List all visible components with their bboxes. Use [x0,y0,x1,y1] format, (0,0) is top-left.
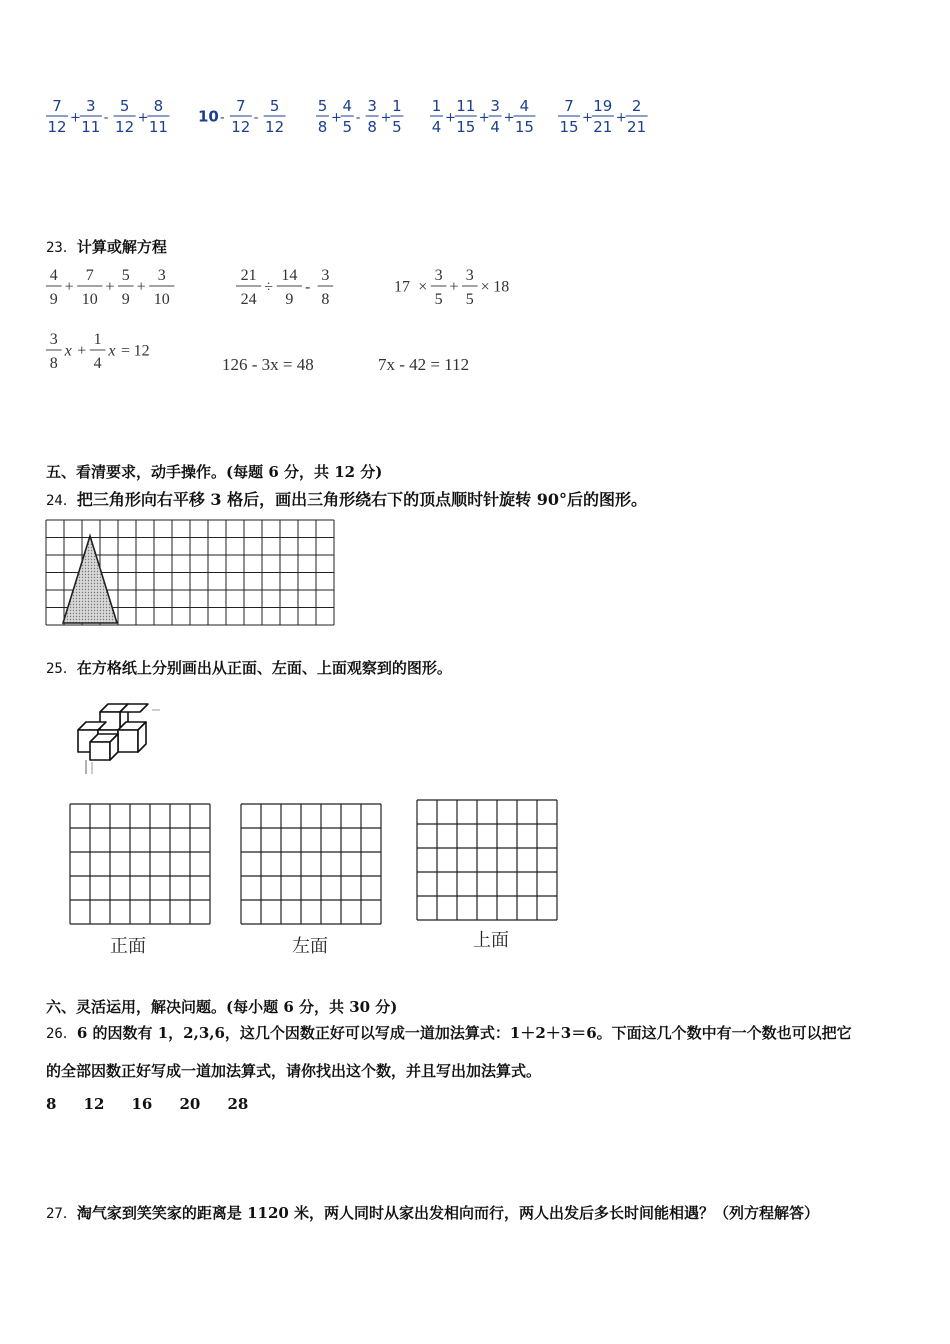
q26-line-1 [46,1022,852,1043]
fraction-numerator: 3 [465,267,474,284]
fraction-denominator: 15 [514,118,534,136]
operator: + [136,278,146,296]
candidate-number: 20 [179,1095,201,1113]
operator: × [418,278,428,296]
q23-equation-3: 7x - 42 = 112 [378,355,470,374]
fraction-numerator: 3 [490,97,500,115]
fraction-denominator: 8 [321,291,330,308]
operator: + [331,110,342,126]
fraction-denominator: 21 [593,118,613,136]
operator: - [220,110,225,126]
fraction-denominator: 24 [240,291,257,308]
fraction-denominator: 5 [342,118,353,136]
expression-1 [46,97,169,136]
question-title: 计算或解方程 [76,238,167,256]
top-view-grid [416,799,559,923]
q23-math [40,262,560,382]
operator: + [77,342,87,360]
fraction-denominator: 4 [93,355,102,372]
operator: + [478,110,490,126]
q24-heading [46,487,647,510]
fraction-numerator: 5 [269,97,280,115]
fraction-denominator: 12 [115,118,135,136]
fraction-denominator: 5 [434,291,443,308]
q26-line-2: 的全部因数正好写成一道加法算式，请你找出这个数，并且写出加法算式。 [46,1062,542,1080]
fraction-numerator: 1 [392,97,402,115]
triangle-shape [63,536,117,623]
fraction-denominator: 11 [148,118,168,136]
fraction-denominator: 15 [456,118,476,136]
whole-number: 10 [198,107,219,126]
section-5-title: 五、看清要求，动手操作。(每题 6 分，共 12 分) [46,463,383,481]
fraction-denominator: 12 [231,118,251,136]
fraction-numerator: 19 [593,97,613,115]
expression-5 [558,97,648,136]
front-view-label: 正面 [110,936,146,956]
triangle-grid [45,519,335,627]
fraction-numerator: 21 [240,267,257,284]
left-view-label: 左面 [292,936,328,956]
operator: × [480,278,490,296]
q23-expression-2 [236,267,333,308]
fraction-denominator: 9 [121,291,130,308]
operator: + [70,110,81,126]
fraction-numerator: 1 [93,331,102,348]
fraction-denominator: 10 [153,291,170,308]
fraction-denominator: 12 [47,118,67,136]
fraction-row [40,92,680,152]
q23-equation-2: 126 - 3x = 48 [222,355,314,374]
fraction-numerator: 3 [49,331,58,348]
operator: + [445,110,456,126]
fraction-numerator: 3 [157,267,166,284]
variable: x [64,342,72,360]
fraction-numerator: 5 [317,97,328,115]
fraction-numerator: 7 [564,97,574,115]
fraction-denominator: 9 [49,291,58,308]
question-number: 23． [46,240,77,256]
question-text: 把三角形向右平移 3 格后，画出三角形绕右下的顶点顺时针旋转 90°后的图形。 [76,490,647,509]
fraction-numerator: 1 [431,97,442,115]
whole-number: 12 [133,342,150,360]
whole-number: 17 [394,278,410,296]
fraction-denominator: 8 [367,118,377,136]
question-number: 27． [46,1206,77,1222]
fraction-numerator: 11 [456,97,476,115]
left-view-grid [240,803,383,927]
front-view-grid [69,803,212,927]
question-text: 淘气家到笑笑家的距离是 1120 米，两人同时从家出发相向而行，两人出发后多长时间能相遇？（列方程解答） [76,1204,820,1222]
fraction-denominator: 4 [431,118,442,136]
question-text: 在方格纸上分别画出从正面、左面、上面观察到的图形。 [76,659,452,677]
fraction-denominator: 11 [81,118,101,136]
whole-number: 18 [493,278,510,296]
operator: + [380,110,392,126]
fraction-numerator: 7 [85,267,94,284]
operator: - [253,110,259,126]
q25-heading [46,657,452,678]
operator: + [137,110,149,126]
candidate-number: 12 [83,1095,105,1113]
fraction-denominator: 8 [49,355,58,372]
fraction-denominator: 15 [559,118,579,136]
fraction-numerator: 7 [52,97,62,115]
variable: x [108,342,116,360]
fraction-denominator: 12 [265,118,285,136]
fraction-denominator: 5 [465,291,474,308]
cube-stack-figure [70,700,170,778]
fraction-denominator: 10 [81,291,98,308]
fraction-denominator: 5 [392,118,402,136]
q23-heading [46,236,167,257]
operator: + [503,110,515,126]
fraction-numerator: 3 [367,97,377,115]
question-number: 26． [46,1026,77,1042]
operator: + [615,110,627,126]
operator: + [449,278,459,296]
operator: - [103,110,109,126]
expression-2 [198,97,286,136]
q26-number-list [46,1094,270,1113]
question-number: 24． [46,493,77,509]
q23-expression-1 [46,267,174,308]
operator: + [64,278,74,296]
operator: - [355,110,361,126]
question-number: 25． [46,661,77,677]
fraction-denominator: 9 [285,291,294,308]
question-text: 6 的因数有 1，2,3,6，这几个因数正好可以写成一道加法算式：1＋2＋3＝6。下面这几个数中有一个数也可以把它 [76,1024,852,1042]
fraction-numerator: 2 [631,97,642,115]
fraction-numerator: 5 [121,267,130,284]
fraction-numerator: 4 [49,267,58,284]
fraction-numerator: 3 [434,267,443,284]
fraction-numerator: 8 [153,97,164,115]
fraction-numerator: 14 [281,267,298,284]
fraction-numerator: 3 [86,97,96,115]
q23-expression-3 [394,267,509,308]
expression-4 [430,97,535,136]
operator: + [105,278,115,296]
q27-heading [46,1202,819,1223]
operator: - [305,278,311,296]
fraction-denominator: 21 [627,118,647,136]
fraction-numerator: 4 [519,97,530,115]
q23-equation-1 [46,331,150,372]
fraction-numerator: 4 [342,97,353,115]
fraction-denominator: 8 [317,118,328,136]
top-view-label: 上面 [473,930,509,950]
fraction-numerator: 7 [236,97,246,115]
operator: ÷ [264,278,273,296]
operator: = [121,342,131,360]
expression-3 [316,97,403,136]
section-6-title: 六、灵活运用，解决问题。(每小题 6 分，共 30 分) [46,998,398,1016]
fraction-numerator: 3 [321,267,330,284]
fraction-denominator: 4 [490,118,500,136]
candidate-number: 16 [131,1095,153,1113]
operator: + [582,110,593,126]
candidate-number: 8 [46,1095,57,1113]
candidate-number: 28 [227,1095,249,1113]
fraction-numerator: 5 [119,97,130,115]
